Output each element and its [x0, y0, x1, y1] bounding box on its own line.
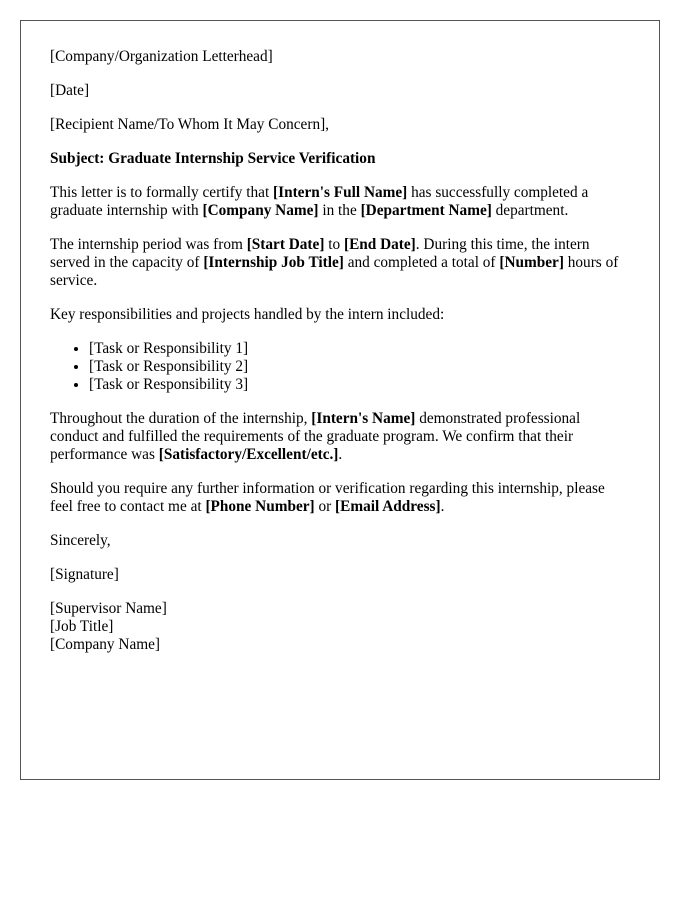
closing: Sincerely, — [50, 532, 111, 549]
phone-number-placeholder: [Phone Number] — [205, 498, 315, 515]
intern-full-name-placeholder: [Intern's Full Name] — [273, 184, 408, 201]
para2-text-4: and completed a total of — [343, 254, 500, 271]
responsibilities-intro: Key responsibilities and projects handled by the intern included: — [50, 306, 445, 323]
para3-text-2: demonstrated professional conduct and fulfilled the requirements of the graduate program. We confirm that their performance was — [50, 410, 581, 463]
list-item: • [Task or Responsibility 1] — [89, 340, 630, 358]
para4-text-3: . — [440, 498, 445, 515]
para3-text-1: Throughout the duration of the internship, — [50, 410, 312, 427]
start-date-placeholder: [Start Date] — [246, 236, 325, 253]
para2-text-1: The internship period was from — [50, 236, 247, 253]
para2-text-5: hours of service. — [50, 254, 619, 289]
signature-placeholder: [Signature] — [50, 566, 119, 583]
signer-company-name: [Company Name] — [50, 636, 161, 653]
list-item: • [Task or Responsibility 2] — [89, 358, 630, 376]
list-item: • [Task or Responsibility 3] — [89, 376, 630, 394]
performance-placeholder: [Satisfactory/Excellent/etc.] — [158, 446, 339, 463]
signer-job-title: [Job Title] — [50, 618, 114, 635]
para1-text-2: has successfully completed a graduate internship with — [50, 184, 589, 219]
signer-block — [50, 600, 630, 654]
salutation: [Recipient Name/To Whom It May Concern], — [50, 116, 330, 133]
intern-name-placeholder: [Intern's Name] — [311, 410, 416, 427]
para2-text-3: . During this time, the intern served in the capacity of — [50, 236, 590, 271]
job-title-placeholder: [Internship Job Title] — [203, 254, 344, 271]
letterhead: [Company/Organization Letterhead] — [50, 48, 273, 65]
company-name-placeholder: [Company Name] — [202, 202, 319, 219]
letter-page — [20, 20, 660, 780]
supervisor-name: [Supervisor Name] — [50, 600, 167, 617]
subject-text: Subject: Graduate Internship Service Verification — [50, 150, 376, 167]
para3-text-3: . — [338, 446, 343, 463]
para1-text-1: This letter is to formally certify that — [50, 184, 274, 201]
hours-number-placeholder: [Number] — [499, 254, 564, 271]
para2-text-2: to — [324, 236, 344, 253]
contact-paragraph — [50, 480, 630, 516]
responsibilities-list — [50, 340, 630, 394]
end-date-placeholder: [End Date] — [343, 236, 416, 253]
para4-text-2: or — [314, 498, 336, 515]
department-name-placeholder: [Department Name] — [360, 202, 492, 219]
subject-line — [50, 150, 630, 168]
letter-date: [Date] — [50, 82, 90, 99]
para4-text-1: Should you require any further information or verification regarding this internship, please feel free to contact me at — [50, 480, 605, 515]
performance-paragraph — [50, 410, 630, 464]
certification-paragraph — [50, 184, 630, 220]
para1-text-3: in the — [318, 202, 361, 219]
para1-text-4: department. — [491, 202, 569, 219]
internship-period-paragraph — [50, 236, 630, 290]
email-address-placeholder: [Email Address] — [335, 498, 441, 515]
